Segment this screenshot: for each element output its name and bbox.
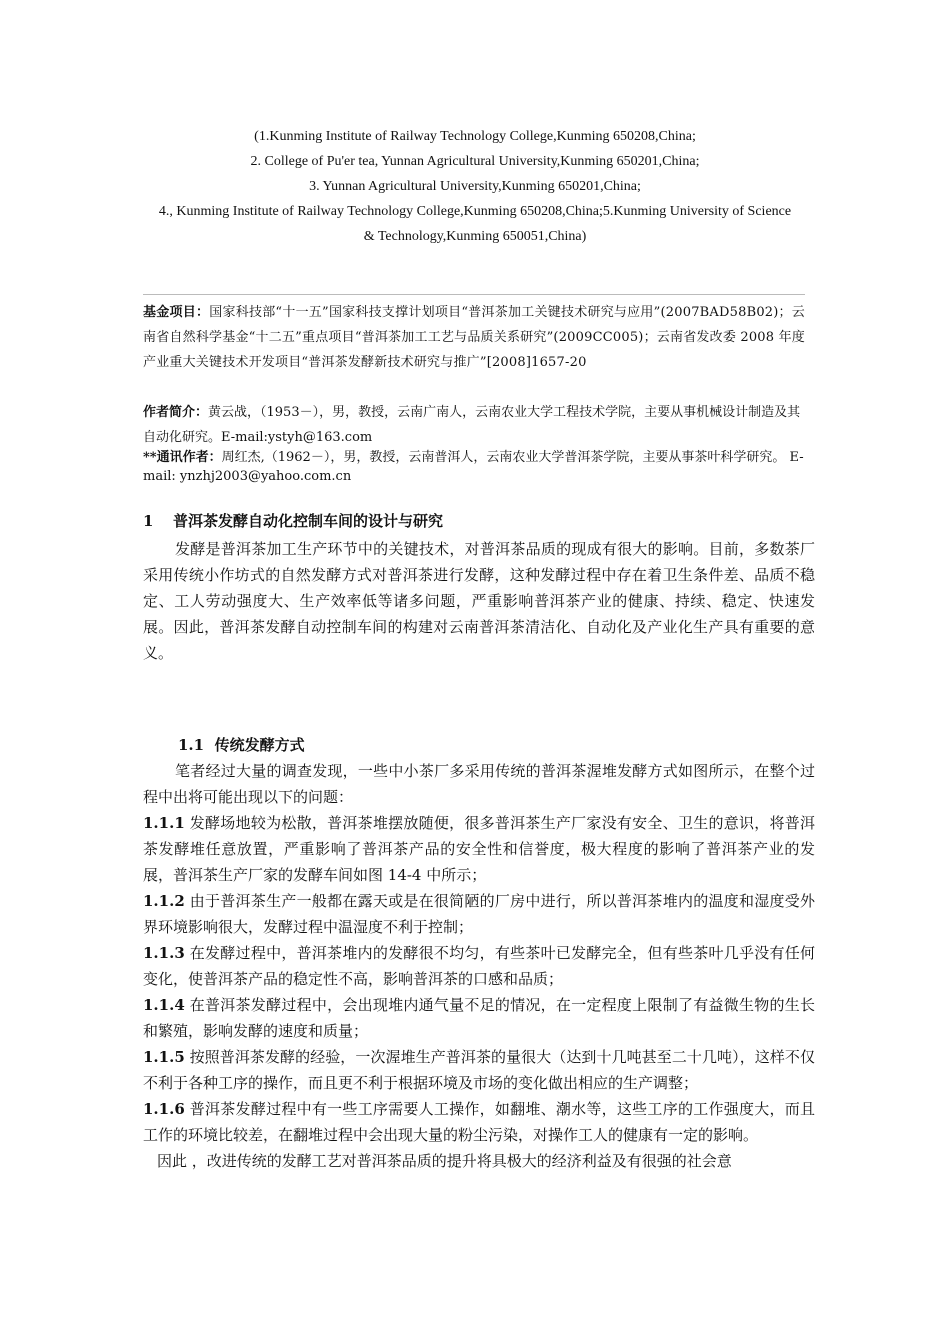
- affiliation-line: (1.Kunming Institute of Railway Technology College,Kunming 650208,China;: [254, 129, 696, 144]
- item-text: 在普洱茶发酵过程中，会出现堆内通气量不足的情况，在一定程度上限制了有益微生物的生长和繁殖，影响发酵的速度和质量；: [143, 996, 815, 1040]
- fund-note: [143, 300, 805, 375]
- author-text: 黄云战，（1953－），男，教授，云南广南人，云南农业大学工程技术学院，主要从事机械设计制造及其自动化研究。E-mail:ystyh@163.com: [143, 405, 801, 445]
- subsection-heading: [178, 735, 305, 755]
- list-item: [143, 810, 815, 888]
- paragraph: 发酵是普洱茶加工生产环节中的关键技术，对普洱茶品质的现成有很大的影响。目前，多数茶厂采用传统小作坊式的自然发酵方式对普洱茶进行发酵，这种发酵过程中存在着卫生条件差、品质不稳定、工人劳动强度大、生产效率低等诸多问题，严重影响普洱茶产业的健康、持续、稳定、快速发展。因此，普洱茶发酵自动控制车间的构建对云南普洱茶清洁化、自动化及产业化生产具有重要的意义。: [143, 540, 815, 662]
- paragraph: 笔者经过大量的调查发现，一些中小茶厂多采用传统的普洱茶渥堆发酵方式如图所示，在整个过程中出将可能出现以下的问题：: [143, 762, 815, 806]
- item-number: 1.1.3: [143, 944, 185, 962]
- list-item: [143, 1044, 815, 1096]
- corresponding-text: 周红杰,（1962－），男，教授，云南普洱人，云南农业大学普洱茶学院，主要从事茶叶科学研究。 E-mail: ynzhj2003@yahoo.com.cn: [143, 450, 804, 484]
- list-item: [143, 992, 815, 1044]
- item-number: 1.1.2: [143, 892, 185, 910]
- subsection-body: [143, 758, 815, 1174]
- author-label: 作者简介：: [143, 405, 209, 420]
- item-number: 1.1.5: [143, 1048, 185, 1066]
- author-note: [143, 400, 805, 450]
- corresponding-author-note: [143, 448, 805, 486]
- footnote-divider: [143, 294, 805, 295]
- item-number: 1.1.4: [143, 996, 185, 1014]
- fund-label: 基金项目：: [143, 305, 210, 320]
- item-text: 由于普洱茶生产一般都在露天或是在很简陋的厂房中进行，所以普洱茶堆内的温度和湿度受外界环境影响很大，发酵过程中温湿度不利于控制；: [143, 892, 815, 936]
- subsection-number: 1.1: [178, 736, 205, 754]
- affiliation-line: 4., Kunming Institute of Railway Technology College,Kunming 650208,China;5.Kunming University of Science: [158, 204, 792, 219]
- item-text: 按照普洱茶发酵的经验，一次渥堆生产普洱茶的量很大（达到十几吨甚至二十几吨），这样不仅不利于各种工序的操作，而且更不利于根据环境及市场的变化做出相应的生产调整；: [143, 1048, 815, 1092]
- subsection-title: 传统发酵方式: [214, 736, 305, 754]
- fund-text: 国家科技部“十一五”国家科技支撑计划项目“普洱茶加工关键技术研究与应用”(2007BAD58B02)；云南省自然科学基金“十二五”重点项目“普洱茶加工工艺与品质关系研究”(2009CC005)；云南省发改委 2008 年度产业重大关键技术开发项目“普洱茶发酵新技术研究与推广”[2008]1657-20: [143, 305, 805, 370]
- affiliation-line: 3. Yunnan Agricultural University,Kunming 650201,China;: [309, 179, 641, 194]
- section-heading: [143, 511, 443, 531]
- section-title: 普洱茶发酵自动化控制车间的设计与研究: [173, 512, 444, 530]
- paragraph: 因此 ，改进传统的发酵工艺对普洱茶品质的提升将具极大的经济利益及有很强的社会意: [157, 1152, 732, 1170]
- item-text: 在发酵过程中，普洱茶堆内的发酵很不均匀，有些茶叶已发酵完全，但有些茶叶几乎没有任何变化，使普洱茶产品的稳定性不高，影响普洱茶的口感和品质；: [143, 944, 815, 988]
- item-text: 普洱茶发酵过程中有一些工序需要人工操作，如翻堆、潮水等，这些工序的工作强度大，而且工作的环境比较差，在翻堆过程中会出现大量的粉尘污染，对操作工人的健康有一定的影响。: [143, 1100, 815, 1144]
- item-number: 1.1.1: [143, 814, 185, 832]
- list-item: [143, 1096, 815, 1148]
- item-text: 发酵场地较为松散，普洱茶堆摆放随便，很多普洱茶生产厂家没有安全、卫生的意识，将普洱茶发酵堆任意放置，严重影响了普洱茶产品的安全性和信誉度，极大程度的影响了普洱茶产业的发展，普洱茶生产厂家的发酵车间如图 14-4 中所示；: [143, 814, 815, 884]
- section-body: [143, 536, 815, 666]
- section-number: 1: [143, 512, 154, 530]
- affiliations: [140, 124, 810, 249]
- affiliation-line: & Technology,Kunming 650051,China): [363, 229, 587, 244]
- corresponding-label: **通讯作者：: [143, 450, 222, 465]
- list-item: [143, 888, 815, 940]
- list-item: [143, 940, 815, 992]
- item-number: 1.1.6: [143, 1100, 185, 1118]
- affiliation-line: 2. College of Pu'er tea, Yunnan Agricultural University,Kunming 650201,China;: [250, 154, 700, 169]
